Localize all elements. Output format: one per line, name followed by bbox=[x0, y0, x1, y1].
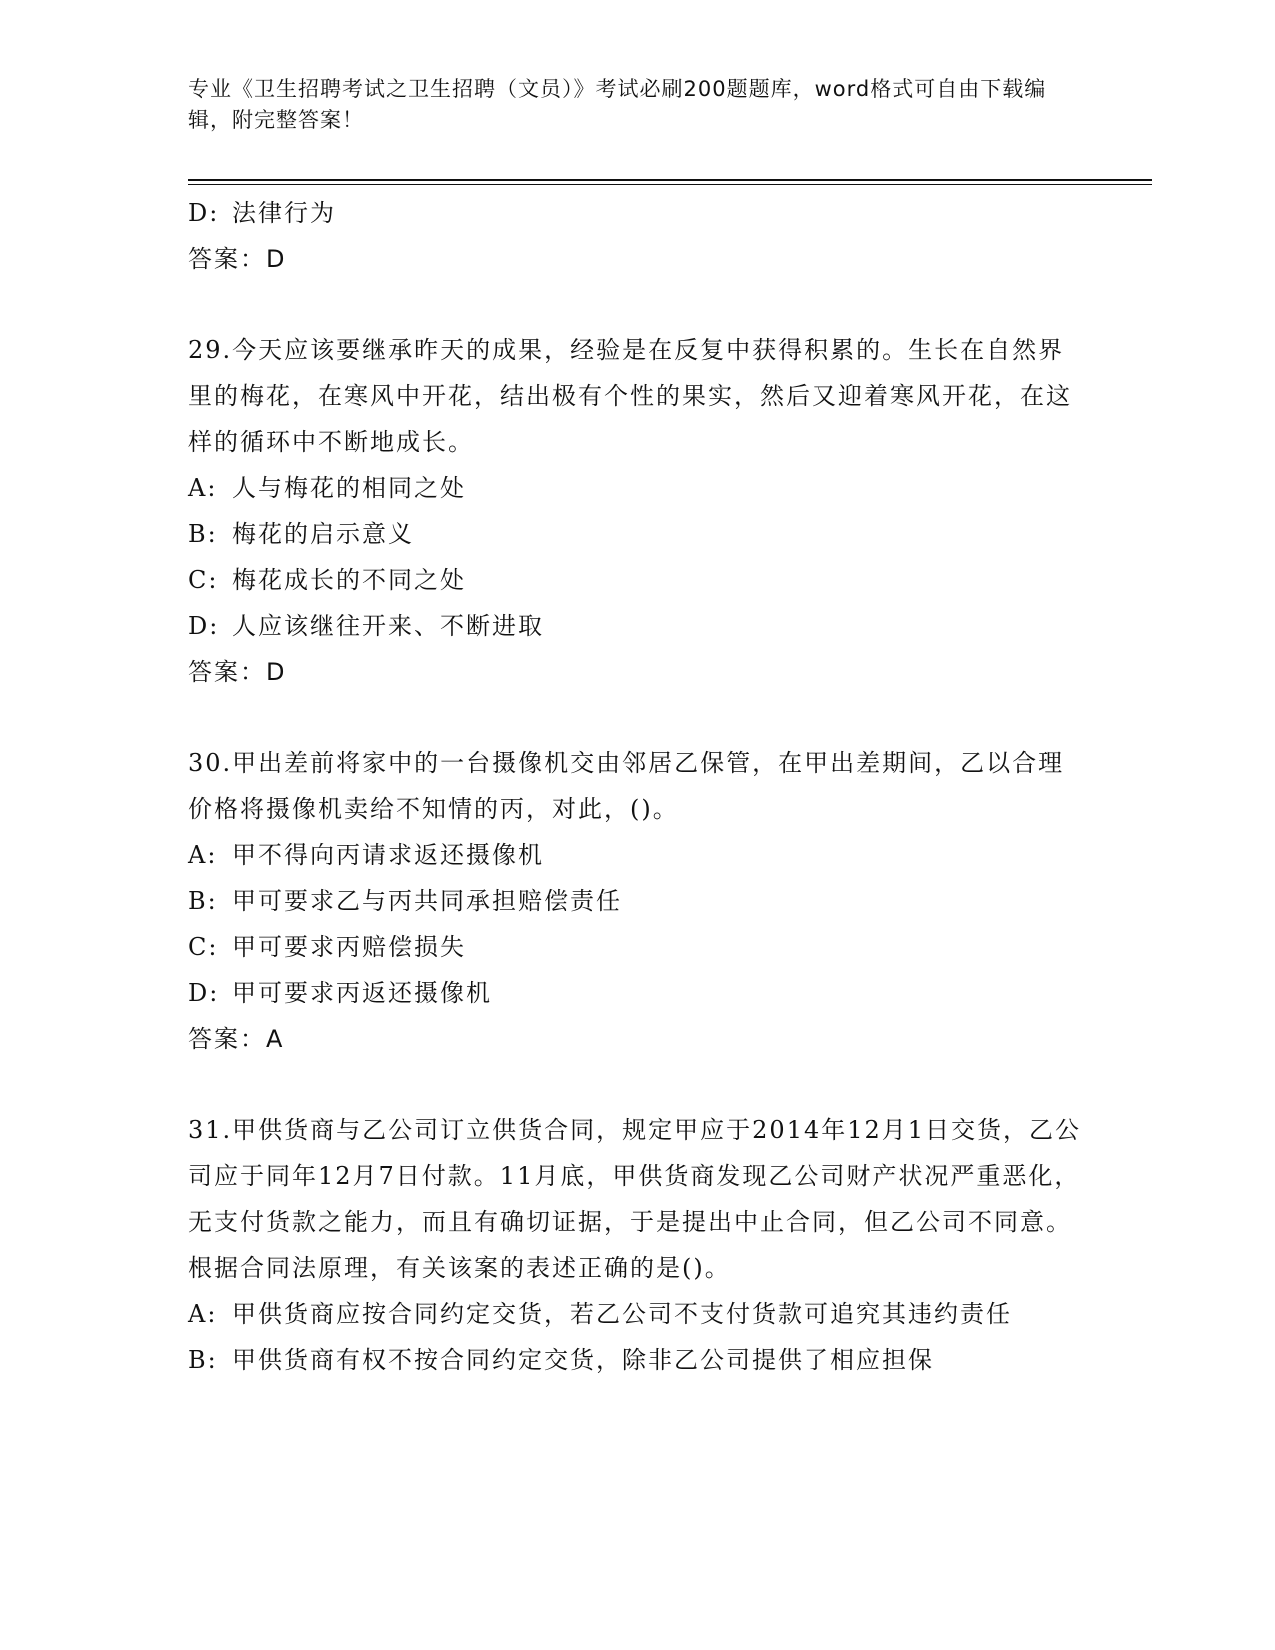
answer-line: 答案：D bbox=[188, 658, 287, 686]
option-label: A: bbox=[188, 841, 218, 869]
question-text: 31.甲供货商与乙公司订立供货合同，规定甲应于2014年12月1日交货，乙公司应于同年12月7日付款。11月底，甲供货商发现乙公司财产状况严重恶化，无支付货款之能力，而且有确切证据，于是提出中止合同，但乙公司不同意。根据合同法原理，有关该案的表述正确的是()。 bbox=[188, 1116, 1082, 1282]
option-label: A: bbox=[188, 1300, 218, 1328]
option-text: 甲可要求乙与丙共同承担赔偿责任 bbox=[232, 887, 622, 915]
option-text: 人应该继往开来、不断进取 bbox=[232, 612, 544, 640]
option-label: C: bbox=[188, 566, 219, 594]
question-text: 29.今天应该要继承昨天的成果，经验是在反复中获得积累的。生长在自然界里的梅花，在寒风中开花，结出极有个性的果实，然后又迎着寒风开花，在这样的循环中不断地成长。 bbox=[188, 336, 1072, 456]
option-c bbox=[188, 924, 1088, 970]
header-divider-thin bbox=[188, 184, 1152, 185]
option-c bbox=[188, 557, 1088, 603]
option-text: 法律行为 bbox=[232, 199, 336, 227]
answer-line: 答案：A bbox=[188, 1025, 285, 1053]
document-body bbox=[188, 190, 1088, 1383]
option-label: B: bbox=[188, 1346, 218, 1374]
option-text: 甲不得向丙请求返还摄像机 bbox=[232, 841, 544, 869]
option-text: 甲可要求丙返还摄像机 bbox=[232, 979, 492, 1007]
option-label: D: bbox=[188, 199, 220, 227]
option-a bbox=[188, 465, 1088, 511]
option-d bbox=[188, 190, 1088, 236]
document-header: 专业《卫生招聘考试之卫生招聘（文员）》考试必刷200题题库，word格式可自由下载编辑，附完整答案！ bbox=[188, 77, 1047, 132]
option-d bbox=[188, 603, 1088, 649]
option-a bbox=[188, 832, 1088, 878]
option-text: 甲供货商应按合同约定交货，若乙公司不支付货款可追究其违约责任 bbox=[232, 1300, 1012, 1328]
header-divider-thick bbox=[188, 179, 1152, 181]
option-label: A: bbox=[188, 474, 218, 502]
option-b bbox=[188, 878, 1088, 924]
option-a bbox=[188, 1291, 1088, 1337]
option-d bbox=[188, 970, 1088, 1016]
answer-line: 答案：D bbox=[188, 245, 287, 273]
option-text: 人与梅花的相同之处 bbox=[232, 474, 466, 502]
option-text: 梅花的启示意义 bbox=[232, 520, 414, 548]
option-label: B: bbox=[188, 520, 218, 548]
question-text: 30.甲出差前将家中的一台摄像机交由邻居乙保管，在甲出差期间，乙以合理价格将摄像机卖给不知情的丙，对此，()。 bbox=[188, 749, 1065, 823]
option-label: B: bbox=[188, 887, 218, 915]
option-b bbox=[188, 511, 1088, 557]
option-text: 梅花成长的不同之处 bbox=[232, 566, 466, 594]
option-label: C: bbox=[188, 933, 219, 961]
option-text: 甲可要求丙赔偿损失 bbox=[232, 933, 466, 961]
option-text: 甲供货商有权不按合同约定交货，除非乙公司提供了相应担保 bbox=[232, 1346, 934, 1374]
option-label: D: bbox=[188, 979, 220, 1007]
option-b bbox=[188, 1337, 1088, 1383]
option-label: D: bbox=[188, 612, 220, 640]
